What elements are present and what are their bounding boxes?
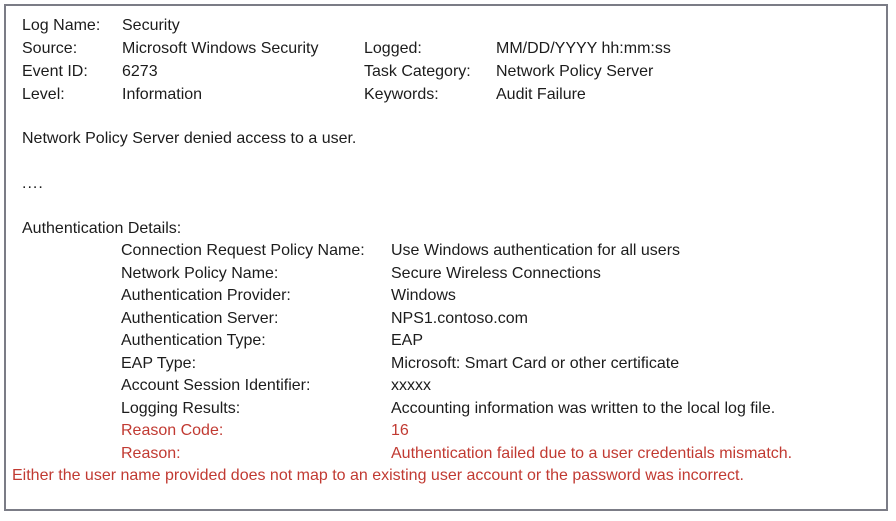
field-label: Task Category: [364, 63, 471, 80]
field-label: Keywords: [364, 86, 439, 103]
field-label: Level: [22, 86, 65, 103]
event-log-panel [4, 4, 888, 511]
auth-details-heading: Authentication Details: [22, 220, 182, 237]
detail-row [22, 308, 880, 331]
field-label: Source: [22, 40, 78, 57]
event-description: Network Policy Server denied access to a user. [22, 130, 357, 147]
field-value: Security [122, 17, 180, 34]
detail-row [22, 398, 880, 421]
field-value: Network Policy Server [496, 63, 654, 80]
detail-row-reason-code [22, 420, 880, 443]
field-label: Event ID: [22, 63, 88, 80]
detail-row [22, 240, 880, 263]
detail-value: Microsoft: Smart Card or other certificate [391, 354, 680, 372]
field-value: Audit Failure [496, 86, 586, 103]
field-label: Logged: [364, 40, 422, 57]
detail-label: Reason Code: [121, 422, 224, 439]
header-row-log-name [22, 14, 880, 37]
field-value: Microsoft Windows Security [122, 40, 319, 57]
detail-row [22, 375, 880, 398]
detail-value: Secure Wireless Connections [391, 264, 601, 282]
header-row-eventid-taskcategory [22, 60, 880, 83]
failure-explanation-note: Either the user name provided does not map to an existing user account or the password was incorrect. [12, 467, 744, 484]
detail-label: Authentication Server: [121, 309, 279, 327]
detail-value: EAP [391, 332, 424, 349]
detail-value: Use Windows authentication for all users [391, 242, 681, 259]
field-value: MM/DD/YYYY hh:mm:ss [496, 40, 671, 57]
detail-row [22, 330, 880, 353]
detail-label: Connection Request Policy Name: [121, 242, 365, 259]
detail-value: NPS1.contoso.com [391, 309, 528, 327]
detail-label: Network Policy Name: [121, 264, 279, 282]
field-value: Information [122, 86, 203, 103]
detail-label: Authentication Provider: [121, 287, 291, 304]
detail-label: Reason: [121, 444, 181, 462]
header-row-source-logged [22, 37, 880, 60]
detail-label: Account Session Identifier: [121, 377, 311, 394]
field-label: Log Name: [22, 17, 101, 34]
detail-row-reason [22, 443, 880, 466]
event-header [22, 14, 880, 106]
header-row-level-keywords [22, 83, 880, 106]
detail-value: 16 [391, 422, 409, 439]
detail-row [22, 353, 880, 376]
detail-label: EAP Type: [121, 354, 197, 372]
detail-label: Authentication Type: [121, 332, 266, 349]
detail-label: Logging Results: [121, 399, 241, 417]
detail-value: Accounting information was written to the local log file. [391, 399, 776, 417]
detail-value: Windows [391, 287, 456, 304]
ellipsis-line: .... [22, 175, 44, 192]
detail-value: xxxxx [391, 377, 431, 394]
detail-row [22, 285, 880, 308]
field-value: 6273 [122, 63, 158, 80]
detail-row [22, 263, 880, 286]
auth-details-list [22, 240, 880, 465]
detail-value: Authentication failed due to a user credentials mismatch. [391, 444, 793, 462]
